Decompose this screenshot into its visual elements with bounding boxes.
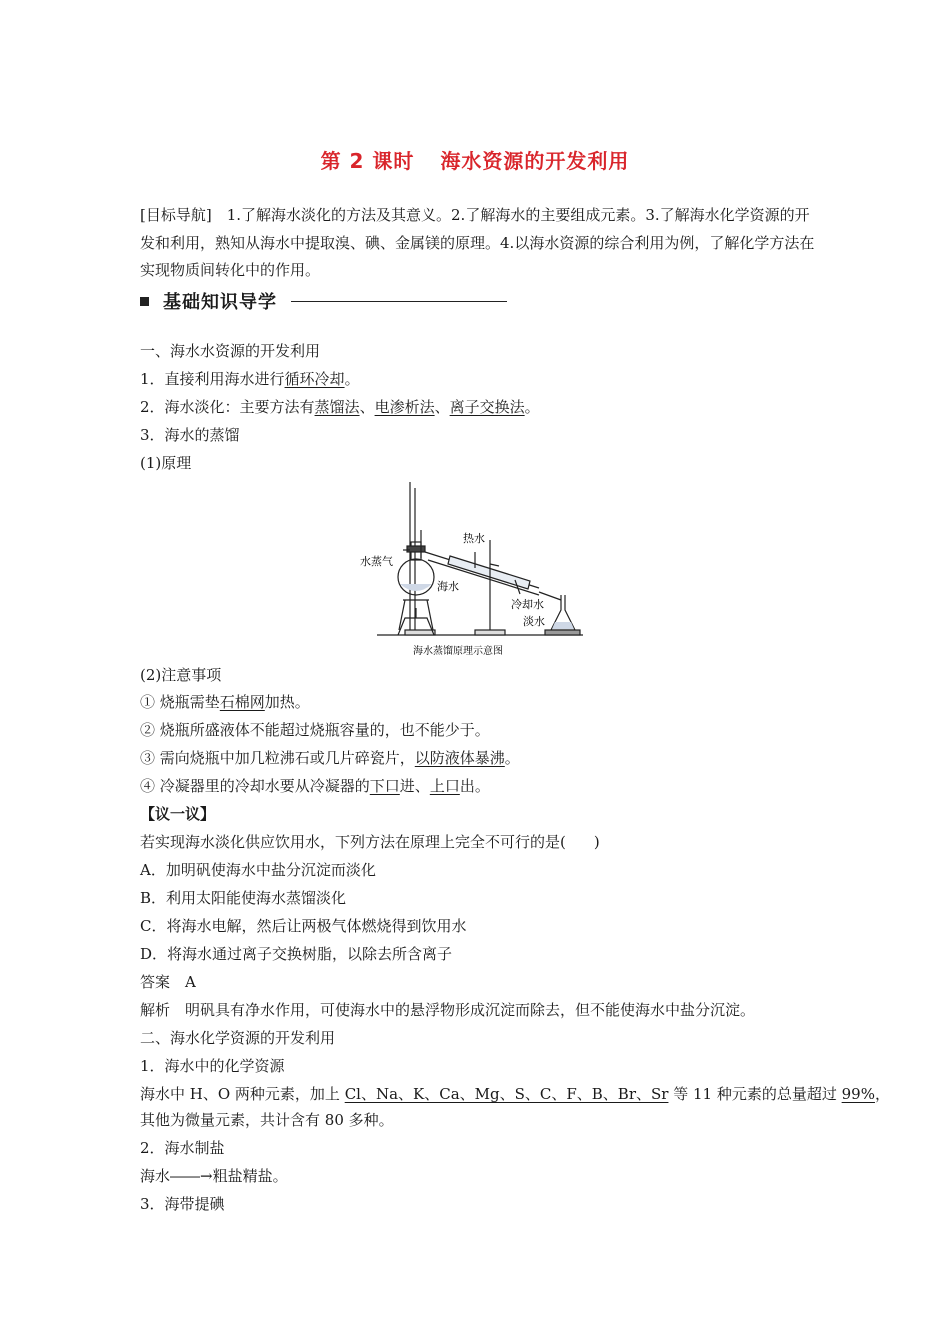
part2-item3: 3．海带提碘: [140, 1195, 225, 1213]
part2-heading: 二、海水化学资源的开发利用: [140, 1029, 336, 1047]
part1-item1: 1．直接利用海水进行循环冷却。: [140, 370, 360, 388]
section-heading: [140, 288, 507, 314]
answer-blank: 上口: [429, 777, 460, 795]
label-hot-water: 热水: [463, 533, 485, 545]
part1-item2: 2．海水淡化：主要方法有蒸馏法、电渗析法、离子交换法。: [140, 398, 540, 416]
title-topic: 海水资源的开发利用: [440, 149, 630, 173]
answer-blank: 以防液体暴沸: [414, 749, 505, 767]
answer-blank: 蒸馏法: [314, 398, 360, 416]
label-steam: 水蒸气: [360, 556, 393, 568]
label-cooling-water: 冷却水: [511, 599, 544, 611]
note-2: ② 烧瓶所盛液体不能超过烧瓶容量的，也不能少于。: [140, 721, 490, 739]
notes-label: (2)注意事项: [140, 666, 222, 684]
part1-item3: 3．海水的蒸馏: [140, 426, 240, 444]
heading-rule: [291, 301, 507, 302]
analysis-line: 解析 明矾具有净水作用，可使海水中的悬浮物形成沉淀而除去，但不能使海水中盐分沉淀。: [140, 1001, 756, 1019]
salt-process: 海水――→粗盐精盐。: [140, 1167, 288, 1185]
answer-blank: 下口: [369, 777, 400, 795]
answer-blank: 石棉网: [219, 693, 265, 711]
part1-heading: 一、海水水资源的开发利用: [140, 342, 321, 360]
answer-blank: Cl、Na、K、Ca、Mg、S、C、F、B、Br、Sr: [344, 1085, 669, 1103]
principle-label: (1)原理: [140, 454, 192, 472]
option-b: B．利用太阳能使海水蒸馏淡化: [140, 889, 347, 907]
label-seawater: 海水: [437, 581, 459, 593]
objectives-paragraph: [目标导航] 1.了解海水淡化的方法及其意义。2.了解海水的主要组成元素。3.了解海水化学资源的开发和利用，熟知从海水中提取溴、碘、金属镁的原理。4.以海水资源的综合利用为例，了解化学方法在实现物质间转化中的作用。: [140, 206, 815, 279]
elements-line: 海水中 H、O 两种元素，加上 Cl、Na、K、Ca、Mg、S、C、F、B、Br、Sr 等 11 种元素的总量超过 99%，: [140, 1085, 890, 1103]
answer-blank: 循环冷却: [284, 370, 345, 388]
discussion-question: 若实现海水淡化供应饮用水，下列方法在原理上完全不可行的是( ): [140, 833, 600, 851]
answer-blank: 99%: [841, 1085, 875, 1103]
note-1: ① 烧瓶需垫石棉网加热。: [140, 693, 310, 711]
label-fresh-water: 淡水: [523, 616, 545, 628]
option-d: D．将海水通过离子交换树脂，以除去所含离子: [140, 945, 453, 963]
part2-item2: 2．海水制盐: [140, 1139, 225, 1157]
option-a: A．加明矾使海水中盐分沉淀而淡化: [140, 861, 376, 879]
part2-item1: 1．海水中的化学资源: [140, 1057, 285, 1075]
section-heading-text: 基础知识导学: [163, 292, 277, 313]
page-title: [0, 145, 950, 174]
answer-blank: 离子交换法: [449, 398, 525, 416]
note-3: ③ 需向烧瓶中加几粒沸石或几片碎瓷片，以防液体暴沸。: [140, 749, 520, 767]
distillation-diagram: [355, 480, 595, 660]
elements-line-2: 其他为微量元素，共计含有 80 多种。: [140, 1111, 394, 1129]
option-c: C．将海水电解，然后让两极气体燃烧得到饮用水: [140, 917, 467, 935]
answer-blank: 电渗析法: [374, 398, 435, 416]
answer-line: 答案 A: [140, 973, 196, 991]
discussion-heading: 【议一议】: [140, 805, 216, 823]
square-bullet-icon: [140, 297, 149, 306]
figure-caption: 海水蒸馏原理示意图: [413, 646, 503, 657]
title-lesson: 第 2 课时: [320, 149, 415, 173]
note-4: ④ 冷凝器里的冷却水要从冷凝器的下口进、上口出。: [140, 777, 490, 795]
